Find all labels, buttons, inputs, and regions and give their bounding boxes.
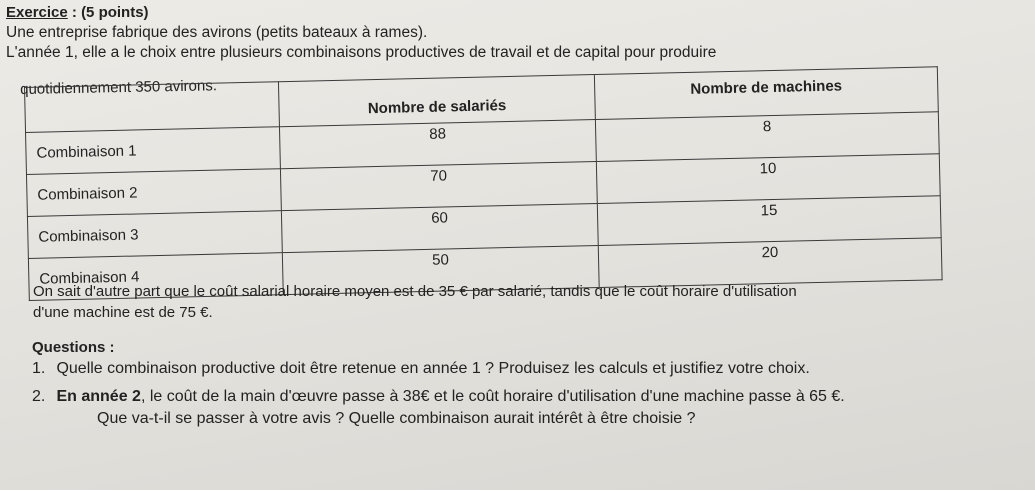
questions-heading: Questions : — [32, 339, 115, 356]
salaries-value: 70 — [430, 167, 448, 185]
row-label: Combinaison 1 — [26, 127, 281, 175]
header-cell-empty — [25, 82, 280, 133]
header-cell-machines — [594, 67, 938, 120]
question-2-year: En année 2 — [56, 388, 141, 405]
question-1 — [32, 360, 810, 378]
question-1-text: Quelle combinaison productive doit être retenue en année 1 ? Produisez les calculs et justifiez votre choix. — [56, 360, 810, 377]
exercise-title — [6, 4, 149, 21]
header-cell-salaries — [278, 75, 595, 127]
row-salaries — [281, 204, 598, 253]
row-label: Combinaison 2 — [26, 169, 281, 217]
question-2 — [32, 388, 845, 406]
intro-line-2: L'année 1, elle a le choix entre plusieurs combinaisons productives de travail et de capital pour produire — [6, 44, 717, 61]
row-label: Combinaison 4 — [28, 253, 283, 301]
cost-info-line-1: On sait d'autre part que le coût salarial horaire moyen est de 35 € par salarié, tandis que le coût horaire d'utilisation — [33, 283, 797, 300]
salaries-value: 60 — [431, 209, 449, 227]
intro-line-3: quotidiennement 350 avirons. — [20, 77, 218, 98]
combinations-table — [24, 66, 943, 301]
machines-value: 10 — [759, 159, 777, 178]
header-machines-text: Nombre de machines — [690, 76, 843, 98]
exercise-title-points: : (5 points) — [67, 4, 149, 21]
question-2-number: 2. — [32, 388, 46, 405]
machines-value: 15 — [760, 201, 778, 220]
row-machines — [598, 238, 942, 288]
salaries-value: 88 — [429, 125, 447, 143]
intro-line-1: Une entreprise fabrique des avirons (petits bateaux à rames). — [6, 24, 428, 41]
salaries-value: 50 — [431, 251, 450, 269]
machines-value: 20 — [761, 243, 779, 262]
row-salaries — [279, 120, 596, 169]
question-2-line-2: Que va-t-il se passer à votre avis ? Quelle combinaison aurait intérêt à être choisie ? — [97, 410, 696, 427]
exercise-title-label: Exercice — [6, 4, 68, 21]
question-2-text: , le coût de la main d'œuvre passe à 38€ et le coût horaire d'utilisation d'une machine passe à 65 €. — [140, 388, 845, 405]
cost-info-line-2: d'une machine est de 75 €. — [33, 304, 213, 321]
header-salaries-text: Nombre de salariés — [367, 96, 507, 117]
row-salaries — [280, 162, 597, 211]
question-1-number: 1. — [32, 360, 46, 377]
machines-value: 8 — [762, 118, 772, 136]
row-label: Combinaison 3 — [27, 211, 282, 259]
